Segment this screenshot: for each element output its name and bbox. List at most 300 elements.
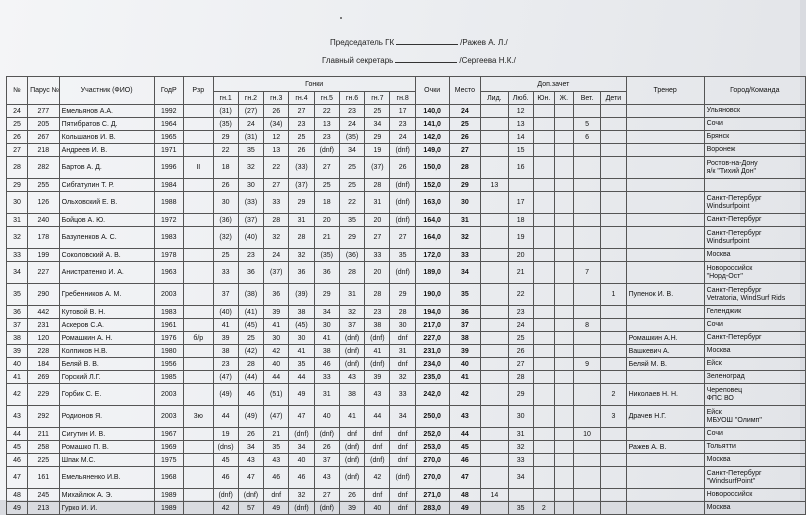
race-result: 41	[264, 319, 289, 332]
extra-ranking	[554, 441, 573, 454]
sport-rank	[184, 319, 214, 332]
race-result: 44	[264, 371, 289, 384]
extra-ranking: 25	[508, 332, 533, 345]
coach-name	[626, 489, 704, 502]
race-result: 39	[365, 371, 390, 384]
extra-ranking	[601, 332, 626, 345]
city-line: "WindsurfPoint"	[706, 477, 756, 485]
row-number: 33	[7, 249, 28, 262]
table-row	[7, 371, 806, 384]
sail-number: 218	[28, 144, 60, 157]
race-result: 35	[339, 214, 364, 227]
sport-rank	[184, 502, 214, 515]
extra-ranking	[573, 284, 600, 306]
table-row	[7, 319, 806, 332]
race-result: 24	[238, 118, 263, 131]
table-row	[7, 214, 806, 227]
race-result: 23	[365, 306, 390, 319]
race-result: (dnf)	[365, 358, 390, 371]
race-result: 28	[238, 358, 263, 371]
race-result: dnf	[390, 502, 415, 515]
race-result: 33	[390, 384, 415, 406]
race-result: 38	[365, 319, 390, 332]
participant-name: Кутовой В. Н.	[59, 306, 154, 319]
race-result: 25	[365, 105, 390, 118]
results-table	[6, 76, 806, 515]
birth-year: 1996	[154, 157, 184, 179]
city-line: я/к "Тихий Дон"	[706, 167, 757, 175]
extra-ranking	[533, 131, 554, 144]
points: 227,0	[415, 332, 449, 345]
coach-name	[626, 428, 704, 441]
race-result: 44	[213, 406, 238, 428]
coach-name	[626, 306, 704, 319]
sport-rank	[184, 358, 214, 371]
participant-name: Родионов Я.	[59, 406, 154, 428]
place: 31	[449, 214, 481, 227]
extra-ranking	[601, 467, 626, 489]
coach-name	[626, 502, 704, 515]
birth-year: 1969	[154, 441, 184, 454]
points: 164,0	[415, 227, 449, 249]
birth-year: 1992	[154, 105, 184, 118]
race-result: 38	[289, 306, 314, 319]
extra-ranking	[554, 192, 573, 214]
chairman-label: Председатель ГК	[330, 38, 395, 47]
extra-ranking	[601, 249, 626, 262]
participant-name: Кольшанов И. В.	[59, 131, 154, 144]
city-team	[704, 131, 805, 144]
race-result: 35	[289, 358, 314, 371]
race-result: 41	[289, 345, 314, 358]
table-row	[7, 105, 806, 118]
extra-ranking	[481, 306, 508, 319]
table-row	[7, 441, 806, 454]
race-result: 41	[314, 332, 339, 345]
extra-ranking	[481, 157, 508, 179]
extra-ranking	[601, 192, 626, 214]
extra-ranking: 32	[508, 441, 533, 454]
secretary-label: Главный секретарь	[322, 56, 394, 65]
extra-ranking: 23	[508, 306, 533, 319]
table-row	[7, 406, 806, 428]
participant-name: Михайлюк А. Э.	[59, 489, 154, 502]
place: 41	[449, 371, 481, 384]
extra-ranking: 26	[508, 345, 533, 358]
city-team	[704, 428, 805, 441]
race-result: 31	[390, 345, 415, 358]
race-result: 43	[264, 454, 289, 467]
coach-name	[626, 467, 704, 489]
race-result: (dnf)	[365, 332, 390, 345]
extra-ranking	[573, 306, 600, 319]
extra-ranking	[481, 214, 508, 227]
extra-ranking	[481, 467, 508, 489]
extra-ranking	[601, 118, 626, 131]
extra-ranking	[481, 332, 508, 345]
city-line: Москва	[706, 504, 731, 511]
extra-ranking: 12	[508, 105, 533, 118]
race-result: 19	[365, 144, 390, 157]
race-result: 20	[365, 214, 390, 227]
race-result: (38)	[238, 284, 263, 306]
extra-ranking	[601, 262, 626, 284]
place: 37	[449, 319, 481, 332]
race-result: (33)	[289, 157, 314, 179]
points: 271,0	[415, 489, 449, 502]
col-race: гн.1	[213, 92, 238, 105]
city-line: Ейск	[706, 408, 722, 416]
race-result: 28	[289, 227, 314, 249]
row-number: 25	[7, 118, 28, 131]
extra-ranking	[601, 131, 626, 144]
extra-ranking: 17	[508, 192, 533, 214]
participant-name: Горский Л.Г.	[59, 371, 154, 384]
extra-ranking	[481, 105, 508, 118]
race-result: 27	[390, 227, 415, 249]
extra-ranking	[601, 157, 626, 179]
row-number: 48	[7, 489, 28, 502]
points: 250,0	[415, 406, 449, 428]
sail-number: 120	[28, 332, 60, 345]
participant-name: Ромашкин А. Н.	[59, 332, 154, 345]
row-number: 32	[7, 227, 28, 249]
extra-ranking	[533, 284, 554, 306]
city-line: Сочи	[706, 120, 723, 127]
table-row	[7, 249, 806, 262]
extra-ranking	[601, 428, 626, 441]
row-number: 36	[7, 306, 28, 319]
extra-ranking	[554, 358, 573, 371]
race-result: 42	[264, 345, 289, 358]
race-result: 49	[264, 502, 289, 515]
sail-number: 229	[28, 384, 60, 406]
row-number: 43	[7, 406, 28, 428]
sail-number: 277	[28, 105, 60, 118]
race-result: 34	[238, 441, 263, 454]
extra-ranking	[573, 249, 600, 262]
city-team	[704, 371, 805, 384]
birth-year: 2003	[154, 384, 184, 406]
extra-ranking: 21	[508, 262, 533, 284]
extra-ranking	[533, 144, 554, 157]
extra-ranking: 14	[481, 489, 508, 502]
paper-mark	[340, 17, 342, 19]
sport-rank	[184, 454, 214, 467]
points: 270,0	[415, 454, 449, 467]
race-result: dnf	[390, 489, 415, 502]
extra-ranking	[573, 502, 600, 515]
extra-ranking: 2	[533, 502, 554, 515]
extra-ranking: 7	[573, 262, 600, 284]
extra-ranking	[554, 406, 573, 428]
race-result: 30	[213, 192, 238, 214]
race-result: (dnf)	[390, 179, 415, 192]
race-result: 25	[339, 157, 364, 179]
race-result: 41	[213, 319, 238, 332]
extra-ranking	[554, 179, 573, 192]
race-result: 31	[339, 284, 364, 306]
sport-rank	[184, 428, 214, 441]
row-number: 24	[7, 105, 28, 118]
participant-name: Соколовский А. В.	[59, 249, 154, 262]
city-line: Брянск	[706, 133, 730, 140]
coach-name	[626, 249, 704, 262]
extra-ranking	[554, 319, 573, 332]
city-line: Москва	[706, 251, 731, 258]
row-number: 42	[7, 384, 28, 406]
race-result: 24	[390, 131, 415, 144]
row-number: 38	[7, 332, 28, 345]
participant-name: Горбик С. Е.	[59, 384, 154, 406]
race-result: 21	[314, 227, 339, 249]
race-result: 44	[365, 406, 390, 428]
row-number: 34	[7, 262, 28, 284]
participant-name: Бартов А. Д.	[59, 157, 154, 179]
city-line: Санкт-Петербург	[706, 216, 762, 223]
race-result: 43	[238, 454, 263, 467]
col-extra-junior: Юн.	[533, 92, 554, 105]
race-result: 26	[238, 428, 263, 441]
city-line: Воронеж	[706, 146, 736, 153]
city-team	[704, 262, 805, 284]
race-result: 23	[238, 249, 263, 262]
col-extra-amateur: Люб.	[508, 92, 533, 105]
col-race: гн.6	[339, 92, 364, 105]
points: 270,0	[415, 467, 449, 489]
extra-ranking	[573, 192, 600, 214]
participant-name: Емельяненко И.В.	[59, 467, 154, 489]
coach-name	[626, 144, 704, 157]
extra-ranking	[573, 371, 600, 384]
sport-rank	[184, 144, 214, 157]
race-result: 26	[289, 144, 314, 157]
extra-ranking	[601, 144, 626, 157]
extra-ranking: 6	[573, 131, 600, 144]
row-number: 46	[7, 454, 28, 467]
race-result: 35	[390, 249, 415, 262]
race-result: 13	[264, 144, 289, 157]
col-num: №	[7, 77, 28, 105]
sport-rank	[184, 214, 214, 227]
coach-name	[626, 214, 704, 227]
table-row	[7, 358, 806, 371]
extra-ranking	[533, 262, 554, 284]
city-line: Москва	[706, 347, 731, 354]
extra-ranking	[601, 105, 626, 118]
race-result: 23	[390, 118, 415, 131]
city-team	[704, 144, 805, 157]
extra-ranking	[573, 441, 600, 454]
points: 217,0	[415, 319, 449, 332]
col-name: Участник (ФИО)	[59, 77, 154, 105]
race-result: 23	[289, 118, 314, 131]
extra-ranking	[533, 358, 554, 371]
race-result: 21	[264, 428, 289, 441]
race-result: 37	[213, 284, 238, 306]
race-result: 30	[264, 332, 289, 345]
place: 39	[449, 345, 481, 358]
city-line: Windsurfpoint	[706, 237, 750, 245]
race-result: 24	[264, 249, 289, 262]
race-result: 32	[238, 157, 263, 179]
place: 27	[449, 144, 481, 157]
race-result: (47)	[264, 406, 289, 428]
sport-rank	[184, 131, 214, 144]
coach-name: Драчев Н.Г.	[626, 406, 704, 428]
race-result: (49)	[238, 406, 263, 428]
extra-ranking: 5	[573, 118, 600, 131]
birth-year: 1989	[154, 502, 184, 515]
points: 252,0	[415, 428, 449, 441]
birth-year: 1980	[154, 345, 184, 358]
extra-ranking	[573, 384, 600, 406]
sail-number: 292	[28, 406, 60, 428]
race-result: dnf	[365, 428, 390, 441]
race-result: 33	[213, 262, 238, 284]
extra-ranking: 13	[481, 179, 508, 192]
place: 46	[449, 454, 481, 467]
birth-year: 1964	[154, 118, 184, 131]
sport-rank	[184, 467, 214, 489]
city-team	[704, 502, 805, 515]
city-line: Геленджик	[706, 308, 742, 315]
col-extra-women: Ж.	[554, 92, 573, 105]
race-result: 27	[314, 489, 339, 502]
birth-year: 1985	[154, 371, 184, 384]
race-result: (dnf)	[339, 345, 364, 358]
points: 242,0	[415, 384, 449, 406]
sport-rank	[184, 118, 214, 131]
race-result: 31	[365, 192, 390, 214]
race-result: (dnf)	[339, 467, 364, 489]
col-extra-veteran: Вет.	[573, 92, 600, 105]
participant-name: Ольховский Е. В.	[59, 192, 154, 214]
race-result: 28	[365, 179, 390, 192]
race-result: (51)	[264, 384, 289, 406]
table-row	[7, 345, 806, 358]
race-result: 33	[314, 371, 339, 384]
table-row	[7, 284, 806, 306]
city-line: Санкт-Петербург	[706, 194, 762, 202]
sail-number: 205	[28, 118, 60, 131]
race-result: (44)	[238, 371, 263, 384]
sport-rank	[184, 227, 214, 249]
race-result: 34	[365, 118, 390, 131]
coach-name: Пупенок И. В.	[626, 284, 704, 306]
race-result: 26	[213, 179, 238, 192]
race-result: (36)	[339, 249, 364, 262]
extra-ranking	[533, 319, 554, 332]
race-result: 39	[264, 306, 289, 319]
extra-ranking	[533, 384, 554, 406]
city-team	[704, 406, 805, 428]
extra-ranking	[573, 345, 600, 358]
extra-ranking	[573, 332, 600, 345]
city-line: МБУОШ "Олимп"	[706, 416, 762, 424]
race-result: 28	[339, 262, 364, 284]
race-result: (dnf)	[339, 332, 364, 345]
extra-ranking	[533, 179, 554, 192]
city-line: Vetratoria, WindSurf Rids	[706, 294, 786, 302]
table-row	[7, 467, 806, 489]
sport-rank: II	[184, 157, 214, 179]
city-line: Ейск	[706, 360, 722, 367]
extra-ranking	[554, 131, 573, 144]
table-row	[7, 227, 806, 249]
extra-ranking	[554, 249, 573, 262]
city-team	[704, 489, 805, 502]
row-number: 44	[7, 428, 28, 441]
race-result: 40	[365, 502, 390, 515]
extra-ranking	[533, 371, 554, 384]
col-extra: Доп.зачет	[481, 77, 626, 92]
race-result: 30	[289, 332, 314, 345]
extra-ranking	[601, 441, 626, 454]
sail-number: 231	[28, 319, 60, 332]
extra-ranking	[533, 489, 554, 502]
birth-year: 2003	[154, 284, 184, 306]
race-result: (dnf)	[314, 144, 339, 157]
participant-name: Бойцов А. Ю.	[59, 214, 154, 227]
col-extra-kids: Дети	[601, 92, 626, 105]
points: 150,0	[415, 157, 449, 179]
city-team	[704, 214, 805, 227]
race-result: 26	[390, 157, 415, 179]
race-result: (47)	[213, 371, 238, 384]
race-result: 40	[289, 454, 314, 467]
race-result: 36	[314, 262, 339, 284]
table-row	[7, 384, 806, 406]
extra-ranking: 1	[601, 284, 626, 306]
city-team	[704, 345, 805, 358]
place: 48	[449, 489, 481, 502]
extra-ranking	[533, 105, 554, 118]
race-result: 42	[213, 502, 238, 515]
race-result: 46	[289, 467, 314, 489]
race-result: 38	[339, 384, 364, 406]
extra-ranking	[533, 192, 554, 214]
extra-ranking	[533, 467, 554, 489]
race-result: (32)	[213, 227, 238, 249]
col-year: ГодР	[154, 77, 184, 105]
race-result: (dnf)	[390, 467, 415, 489]
row-number: 26	[7, 131, 28, 144]
place: 28	[449, 157, 481, 179]
race-result: 46	[238, 384, 263, 406]
city-line: Санкт-Петербург	[706, 469, 762, 477]
extra-ranking: 9	[573, 358, 600, 371]
extra-ranking: 29	[508, 384, 533, 406]
row-number: 35	[7, 284, 28, 306]
secretary-name: /Сергеева Н.К./	[459, 56, 516, 65]
race-result: 20	[365, 262, 390, 284]
extra-ranking	[481, 319, 508, 332]
extra-ranking: 33	[508, 454, 533, 467]
col-races: Гонки	[213, 77, 415, 92]
city-line: Ростов-на-Дону	[706, 159, 758, 167]
race-result: (27)	[238, 105, 263, 118]
secretary-signature-line	[322, 56, 516, 65]
row-number: 47	[7, 467, 28, 489]
extra-ranking	[533, 441, 554, 454]
city-team	[704, 105, 805, 118]
race-result: 40	[314, 406, 339, 428]
place: 49	[449, 502, 481, 515]
sport-rank: 3ю	[184, 406, 214, 428]
extra-ranking	[573, 227, 600, 249]
extra-ranking	[481, 192, 508, 214]
